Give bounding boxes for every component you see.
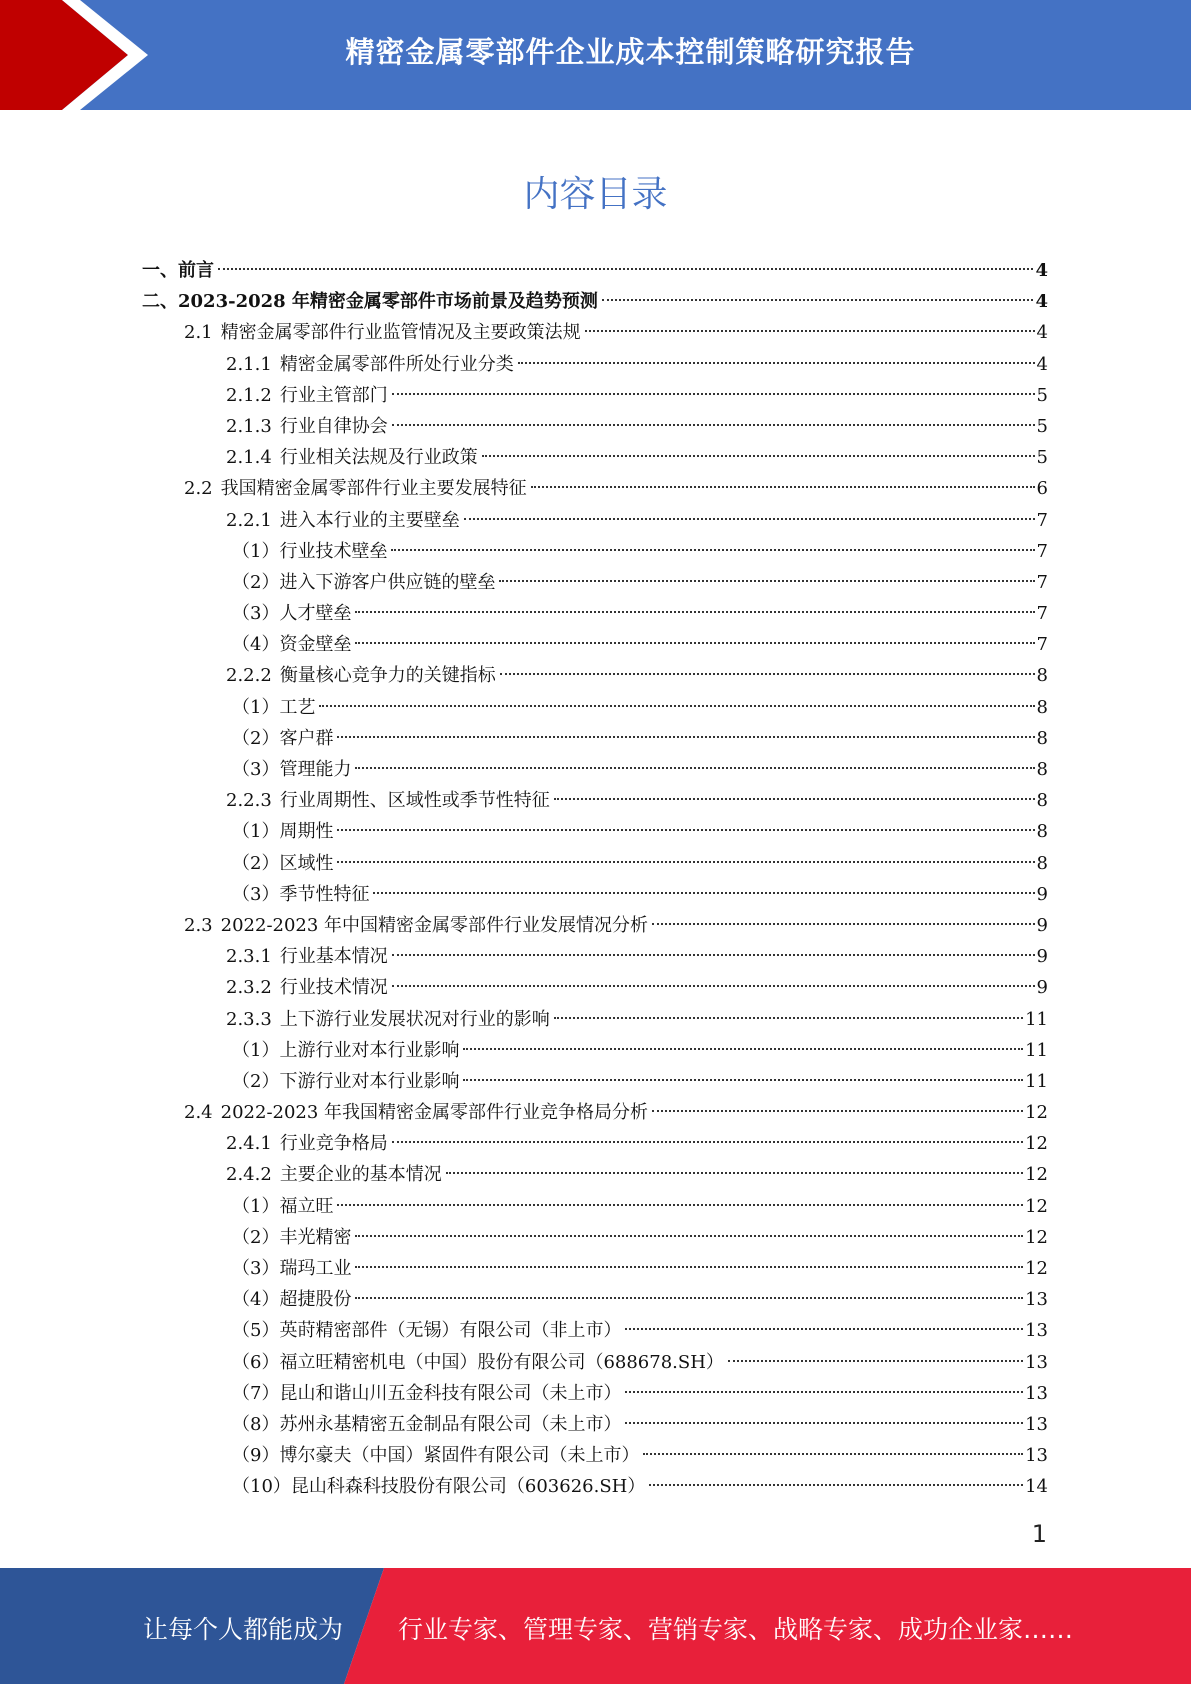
toc-entry-title: 我国精密金属零部件行业主要发展特征 xyxy=(220,478,527,500)
toc-entry-page: 8 xyxy=(1036,821,1048,843)
toc-entry-page: 4 xyxy=(1035,291,1048,313)
toc-entry-number: 2.4 xyxy=(184,1102,213,1124)
toc-entry-title: 昆山科森科技股份有限公司（603626.SH） xyxy=(290,1476,646,1498)
toc-entry-title: 前言 xyxy=(178,260,214,281)
toc-entry-title: 2023-2028 年精密金属零部件市场前景及趋势预测 xyxy=(178,291,598,313)
toc-entry-number: （3） xyxy=(232,759,280,780)
toc-entry-number: （10） xyxy=(232,1476,291,1498)
toc-dot-leader xyxy=(652,923,1034,925)
toc-entry-title: 博尔豪夫（中国）紧固件有限公司（未上市） xyxy=(279,1445,640,1467)
toc-entry-title: 行业基本情况 xyxy=(279,946,388,968)
toc-entry[interactable] xyxy=(142,1035,1048,1066)
toc-dot-leader xyxy=(319,705,1034,707)
toc-entry-page: 5 xyxy=(1036,447,1048,469)
toc-entry-title: 行业自律协会 xyxy=(279,415,388,437)
toc-entry[interactable] xyxy=(142,1253,1048,1284)
footer-slogan-left: 让每个人都能成为 xyxy=(143,1615,344,1644)
toc-entry-page: 8 xyxy=(1036,696,1048,718)
toc-entry-page: 7 xyxy=(1036,603,1048,625)
toc-entry-number: （5） xyxy=(232,1320,280,1342)
report-title: 精密金属零部件企业成本控制策略研究报告 xyxy=(345,35,916,69)
toc-dot-leader xyxy=(446,1172,1023,1174)
toc-entry-page: 5 xyxy=(1036,415,1048,437)
toc-dot-leader xyxy=(500,673,1035,675)
toc-dot-leader xyxy=(392,1141,1023,1143)
table-of-contents xyxy=(142,255,1048,1503)
toc-entry-number: （2） xyxy=(232,727,280,749)
toc-entry[interactable] xyxy=(142,629,1048,660)
toc-dot-leader xyxy=(649,1484,1023,1486)
page-header xyxy=(0,0,1191,110)
toc-entry-title: 工艺 xyxy=(279,696,316,718)
toc-entry-number: （1） xyxy=(232,821,280,843)
toc-entry[interactable] xyxy=(142,1440,1048,1471)
toc-dot-leader xyxy=(482,455,1035,457)
toc-dot-leader xyxy=(355,767,1034,769)
toc-dot-leader xyxy=(218,268,1033,270)
toc-entry-page: 5 xyxy=(1036,384,1048,406)
toc-entry-title: 福立旺精密机电（中国）股份有限公司（688678.SH） xyxy=(279,1351,724,1373)
toc-entry[interactable] xyxy=(142,442,1048,473)
toc-entry-number: 2.1.4 xyxy=(226,447,272,469)
toc-entry-number: 2.3 xyxy=(184,914,213,936)
toc-dot-leader xyxy=(518,362,1035,364)
toc-entry[interactable] xyxy=(142,1066,1048,1097)
toc-entry-number: （2） xyxy=(232,1226,280,1248)
toc-entry-title: 周期性 xyxy=(279,821,334,843)
toc-entry-number: 2.1.3 xyxy=(226,415,272,437)
toc-entry-title: 精密金属零部件所处行业分类 xyxy=(279,353,514,375)
toc-entry-number: 2.3.2 xyxy=(226,977,272,999)
toc-dot-leader xyxy=(585,330,1035,332)
toc-entry-page: 11 xyxy=(1025,1070,1048,1092)
toc-entry-title: 英莳精密部件（无锡）有限公司（非上市） xyxy=(279,1320,622,1342)
toc-entry[interactable] xyxy=(142,380,1048,411)
toc-dot-leader xyxy=(464,518,1035,520)
toc-entry-number: （1） xyxy=(232,696,280,718)
toc-entry-number: 一、 xyxy=(142,260,178,281)
page-footer xyxy=(0,1568,1191,1684)
toc-entry[interactable] xyxy=(142,785,1048,816)
toc-entry[interactable] xyxy=(142,1128,1048,1159)
toc-dot-leader xyxy=(337,736,1034,738)
toc-entry[interactable] xyxy=(142,754,1048,785)
toc-entry-number: （2） xyxy=(232,852,280,874)
toc-dot-leader xyxy=(728,1360,1023,1362)
toc-entry[interactable] xyxy=(142,972,1048,1003)
toc-entry-title: 客户群 xyxy=(279,727,334,749)
toc-entry[interactable] xyxy=(142,317,1048,348)
toc-entry-page: 14 xyxy=(1025,1476,1048,1498)
toc-entry[interactable] xyxy=(142,692,1048,723)
toc-entry-page: 11 xyxy=(1025,1039,1048,1061)
toc-entry[interactable] xyxy=(142,660,1048,691)
toc-dot-leader xyxy=(355,1266,1023,1268)
toc-entry[interactable] xyxy=(142,848,1048,879)
toc-entry-number: 2.3.1 xyxy=(226,946,272,968)
toc-entry-number: 2.2 xyxy=(184,478,213,500)
toc-dot-leader xyxy=(625,1328,1023,1330)
toc-dot-leader xyxy=(463,1079,1023,1081)
toc-entry-page: 4 xyxy=(1036,322,1048,344)
toc-entry-number: 2.2.1 xyxy=(226,509,272,531)
toc-entry-title: 管理能力 xyxy=(279,759,352,780)
toc-entry-number: （1） xyxy=(232,1039,280,1061)
toc-entry-title: 行业技术壁垒 xyxy=(279,540,388,562)
toc-entry-page: 8 xyxy=(1036,790,1048,812)
toc-entry-title: 行业相关法规及行业政策 xyxy=(279,447,478,469)
toc-entry-page: 4 xyxy=(1036,353,1048,375)
toc-entry-title: 2022-2023 年中国精密金属零部件行业发展情况分析 xyxy=(220,914,649,936)
toc-entry-title: 下游行业对本行业影响 xyxy=(279,1070,460,1092)
toc-entry[interactable] xyxy=(142,1315,1048,1346)
toc-entry-title: 瑞玛工业 xyxy=(279,1258,352,1279)
toc-entry-number: 2.2.3 xyxy=(226,790,272,812)
toc-entry-number: 2.1 xyxy=(184,322,213,344)
toc-entry-page: 13 xyxy=(1025,1445,1048,1467)
toc-entry-page: 8 xyxy=(1036,852,1048,874)
toc-entry-page: 8 xyxy=(1036,759,1048,780)
toc-entry-page: 9 xyxy=(1036,946,1048,968)
footer-slogan-right: 行业专家、管理专家、营销专家、战略专家、成功企业家…… xyxy=(398,1615,1074,1644)
toc-entry-title: 衡量核心竞争力的关键指标 xyxy=(279,665,496,687)
toc-entry-title: 主要企业的基本情况 xyxy=(279,1164,442,1186)
toc-entry[interactable] xyxy=(142,1159,1048,1190)
toc-entry-page: 7 xyxy=(1036,571,1048,593)
toc-entry[interactable] xyxy=(142,567,1048,598)
toc-entry-title: 资金壁垒 xyxy=(279,634,352,656)
toc-entry[interactable] xyxy=(142,1191,1048,1222)
toc-entry-title: 进入本行业的主要壁垒 xyxy=(279,509,460,531)
toc-entry-number: 2.2.2 xyxy=(226,665,272,687)
toc-entry-title: 行业技术情况 xyxy=(279,977,388,999)
toc-entry[interactable] xyxy=(142,473,1048,504)
toc-entry[interactable] xyxy=(142,536,1048,567)
toc-entry[interactable] xyxy=(142,286,1048,317)
toc-dot-leader xyxy=(554,798,1035,800)
toc-dot-leader xyxy=(373,892,1034,894)
toc-dot-leader xyxy=(392,393,1035,395)
toc-entry[interactable] xyxy=(142,879,1048,910)
toc-entry-title: 进入下游客户供应链的壁垒 xyxy=(279,571,496,593)
toc-entry-number: （2） xyxy=(232,1070,280,1092)
toc-entry-page: 13 xyxy=(1025,1351,1048,1373)
toc-entry-title: 季节性特征 xyxy=(279,883,370,905)
toc-entry-title: 行业竞争格局 xyxy=(279,1133,388,1155)
toc-entry[interactable] xyxy=(142,1097,1048,1128)
toc-dot-leader xyxy=(643,1453,1023,1455)
toc-entry-page: 13 xyxy=(1025,1289,1048,1311)
toc-entry[interactable] xyxy=(142,816,1048,847)
toc-dot-leader xyxy=(355,642,1034,644)
toc-entry-number: 2.1.2 xyxy=(226,384,272,406)
toc-entry[interactable] xyxy=(142,349,1048,380)
toc-entry[interactable] xyxy=(142,723,1048,754)
toc-entry-page: 8 xyxy=(1036,727,1048,749)
toc-dot-leader xyxy=(337,861,1034,863)
toc-entry[interactable] xyxy=(142,1284,1048,1315)
toc-dot-leader xyxy=(355,1297,1023,1299)
toc-entry[interactable] xyxy=(142,505,1048,536)
toc-entry[interactable] xyxy=(142,1378,1048,1409)
toc-entry-number: （3） xyxy=(232,1258,280,1279)
toc-entry-number: （4） xyxy=(232,1289,280,1311)
toc-entry-title: 精密金属零部件行业监管情况及主要政策法规 xyxy=(220,322,581,344)
toc-dot-leader xyxy=(355,1235,1023,1237)
toc-entry-number: （8） xyxy=(232,1413,280,1435)
toc-entry-number: （3） xyxy=(232,603,280,625)
toc-dot-leader xyxy=(355,611,1034,613)
toc-entry-number: （1） xyxy=(232,1195,280,1217)
toc-entry[interactable] xyxy=(142,1409,1048,1440)
toc-entry-number: （1） xyxy=(232,540,280,562)
toc-entry-number: （9） xyxy=(232,1445,280,1467)
toc-entry-title: 丰光精密 xyxy=(279,1226,352,1248)
toc-dot-leader xyxy=(391,549,1034,551)
toc-entry-page: 12 xyxy=(1025,1133,1048,1155)
toc-dot-leader xyxy=(392,954,1035,956)
toc-entry-page: 12 xyxy=(1025,1164,1048,1186)
toc-dot-leader xyxy=(554,1017,1023,1019)
toc-entry-page: 9 xyxy=(1036,914,1048,936)
toc-entry[interactable] xyxy=(142,598,1048,629)
toc-dot-leader xyxy=(392,985,1035,987)
toc-entry-number: （2） xyxy=(232,571,280,593)
toc-entry[interactable] xyxy=(142,1222,1048,1253)
toc-entry-page: 11 xyxy=(1025,1008,1048,1030)
toc-dot-leader xyxy=(531,486,1035,488)
toc-entry[interactable] xyxy=(142,1347,1048,1378)
toc-dot-leader xyxy=(463,1048,1023,1050)
toc-entry-page: 7 xyxy=(1036,540,1048,562)
toc-entry-title: 2022-2023 年我国精密金属零部件行业竞争格局分析 xyxy=(220,1102,649,1124)
toc-entry[interactable] xyxy=(142,1471,1048,1502)
toc-dot-leader xyxy=(652,1110,1023,1112)
toc-dot-leader xyxy=(337,1204,1023,1206)
toc-entry-number: （6） xyxy=(232,1351,280,1373)
toc-entry-page: 12 xyxy=(1025,1226,1048,1248)
toc-dot-leader xyxy=(602,299,1034,301)
toc-entry-page: 6 xyxy=(1036,478,1048,500)
toc-entry[interactable] xyxy=(142,255,1048,286)
toc-entry-page: 7 xyxy=(1036,634,1048,656)
toc-entry-page: 8 xyxy=(1036,665,1048,687)
toc-entry[interactable] xyxy=(142,941,1048,972)
toc-entry-title: 区域性 xyxy=(279,852,334,874)
toc-entry-number: 2.4.2 xyxy=(226,1164,272,1186)
toc-entry-page: 13 xyxy=(1025,1413,1048,1435)
toc-dot-leader xyxy=(392,424,1035,426)
toc-entry-number: 2.1.1 xyxy=(226,353,272,375)
toc-entry[interactable] xyxy=(142,910,1048,941)
toc-heading: 内容目录 xyxy=(523,174,668,215)
toc-dot-leader xyxy=(499,580,1034,582)
toc-entry-page: 7 xyxy=(1036,509,1048,531)
toc-entry-title: 行业周期性、区域性或季节性特征 xyxy=(279,790,550,812)
toc-entry-page: 12 xyxy=(1025,1195,1048,1217)
toc-entry-page: 9 xyxy=(1036,977,1048,999)
toc-entry-number: 二、 xyxy=(142,291,178,313)
toc-entry-number: 2.4.1 xyxy=(226,1133,272,1155)
toc-entry-number: 2.3.3 xyxy=(226,1008,272,1030)
toc-entry-page: 4 xyxy=(1035,260,1048,281)
toc-dot-leader xyxy=(337,829,1034,831)
toc-entry-title: 行业主管部门 xyxy=(279,384,388,406)
toc-entry[interactable] xyxy=(142,411,1048,442)
toc-dot-leader xyxy=(625,1391,1023,1393)
toc-entry-title: 福立旺 xyxy=(279,1195,334,1217)
toc-entry-number: （7） xyxy=(232,1382,280,1404)
toc-entry-title: 上下游行业发展状况对行业的影响 xyxy=(279,1008,550,1030)
toc-entry-title: 昆山和谐山川五金科技有限公司（未上市） xyxy=(279,1382,622,1404)
toc-entry-page: 13 xyxy=(1025,1320,1048,1342)
toc-entry[interactable] xyxy=(142,1004,1048,1035)
toc-entry-title: 苏州永基精密五金制品有限公司（未上市） xyxy=(279,1413,622,1435)
toc-entry-number: （3） xyxy=(232,883,280,905)
toc-entry-title: 人才壁垒 xyxy=(279,603,352,625)
toc-dot-leader xyxy=(625,1422,1023,1424)
toc-entry-page: 9 xyxy=(1036,883,1048,905)
toc-entry-title: 超捷股份 xyxy=(279,1289,352,1311)
toc-entry-number: （4） xyxy=(232,634,280,656)
toc-entry-page: 12 xyxy=(1025,1258,1048,1279)
page-number: 1 xyxy=(1031,1520,1047,1548)
toc-entry-page: 12 xyxy=(1025,1102,1048,1124)
toc-entry-page: 13 xyxy=(1025,1382,1048,1404)
toc-entry-title: 上游行业对本行业影响 xyxy=(279,1039,460,1061)
